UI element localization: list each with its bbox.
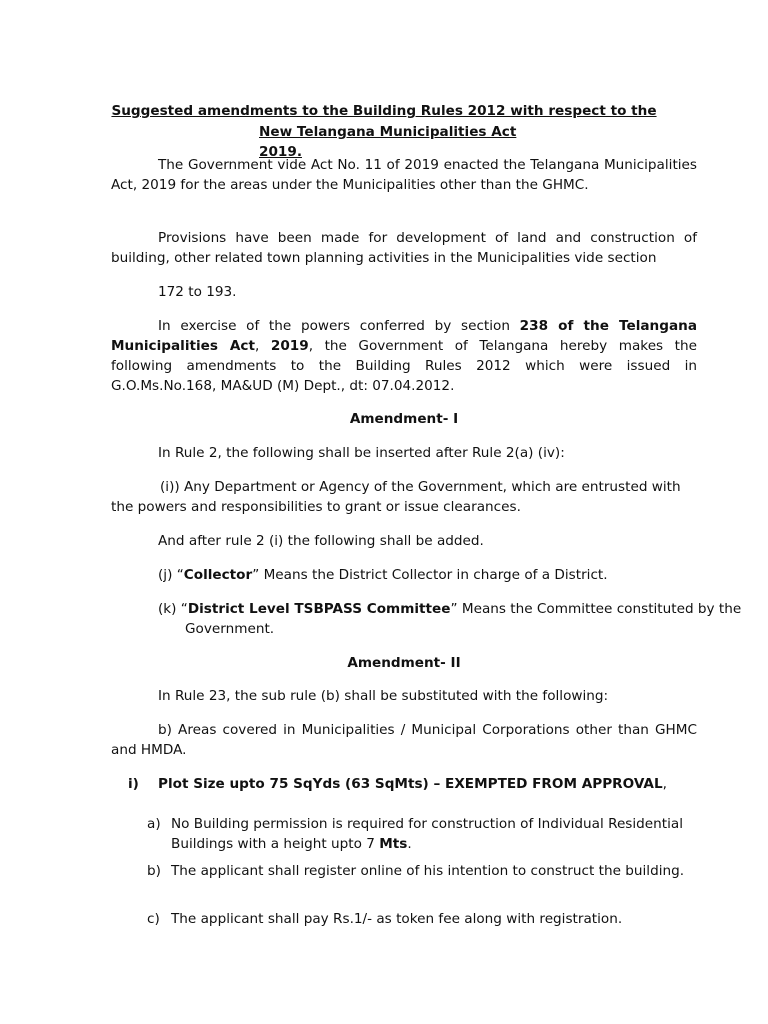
paragraph-enactment: The Government vide Act No. 11 of 2019 enacted the Telangana Municipalities Act, 2019 for the areas under the Municipalities other than the GHMC.: [111, 157, 697, 193]
paragraph-provisions: Provisions have been made for development of land and construction of building, other related town planning activities in the Municipalities vide section: [111, 230, 697, 266]
rule-item-i: (i)) Any Department or Agency of the Government, which are entrusted with the powers and responsibilities to grant or issue clearances.: [111, 479, 681, 515]
list-item-a: a) No Building permission is required for construction of Individual Residential Buildings with a height upto 7 Mts.: [147, 816, 683, 852]
amendment-2-intro: In Rule 23, the sub rule (b) shall be substituted with the following:: [158, 688, 609, 704]
document-title-line-1: Suggested amendments to the Building Rules 2012 with respect to the: [111, 103, 657, 119]
rule-item-k: (k) “District Level TSBPASS Committee” Means the Committee constituted by the Government.: [158, 601, 742, 637]
amendment-1-after-text: And after rule 2 (i) the following shall be added.: [158, 533, 484, 549]
document-title-line-2: New Telangana Municipalities Act 2019.: [259, 124, 517, 160]
list-item-c: c) The applicant shall pay Rs.1/- as token fee along with registration.: [147, 911, 623, 927]
amendment-1-intro: In Rule 2, the following shall be inserted after Rule 2(a) (iv):: [158, 445, 565, 461]
paragraph-exercise-of-powers: In exercise of the powers conferred by section 238 of the Telangana Municipalities Act, 2019, the Government of Telangana hereby makes the following amendments to the Building Rules 2012 which were issued in G.O.Ms.No.168, MA&UD (M) Dept., dt: 07.04.2012.: [111, 318, 697, 394]
rule-item-j: (j) “Collector” Means the District Collector in charge of a District.: [158, 567, 608, 583]
rule-item-b: b) Areas covered in Municipalities / Municipal Corporations other than GHMC and HMDA.: [111, 722, 697, 758]
amendment-2-heading: Amendment- II: [347, 655, 461, 671]
paragraph-sections: 172 to 193.: [158, 284, 237, 300]
list-item-b: b) The applicant shall register online of his intention to construct the building.: [147, 863, 685, 879]
amendment-1-heading: Amendment- I: [349, 411, 459, 427]
section-i-heading: i) Plot Size upto 75 SqYds (63 SqMts) – EXEMPTED FROM APPROVAL,: [128, 776, 667, 792]
